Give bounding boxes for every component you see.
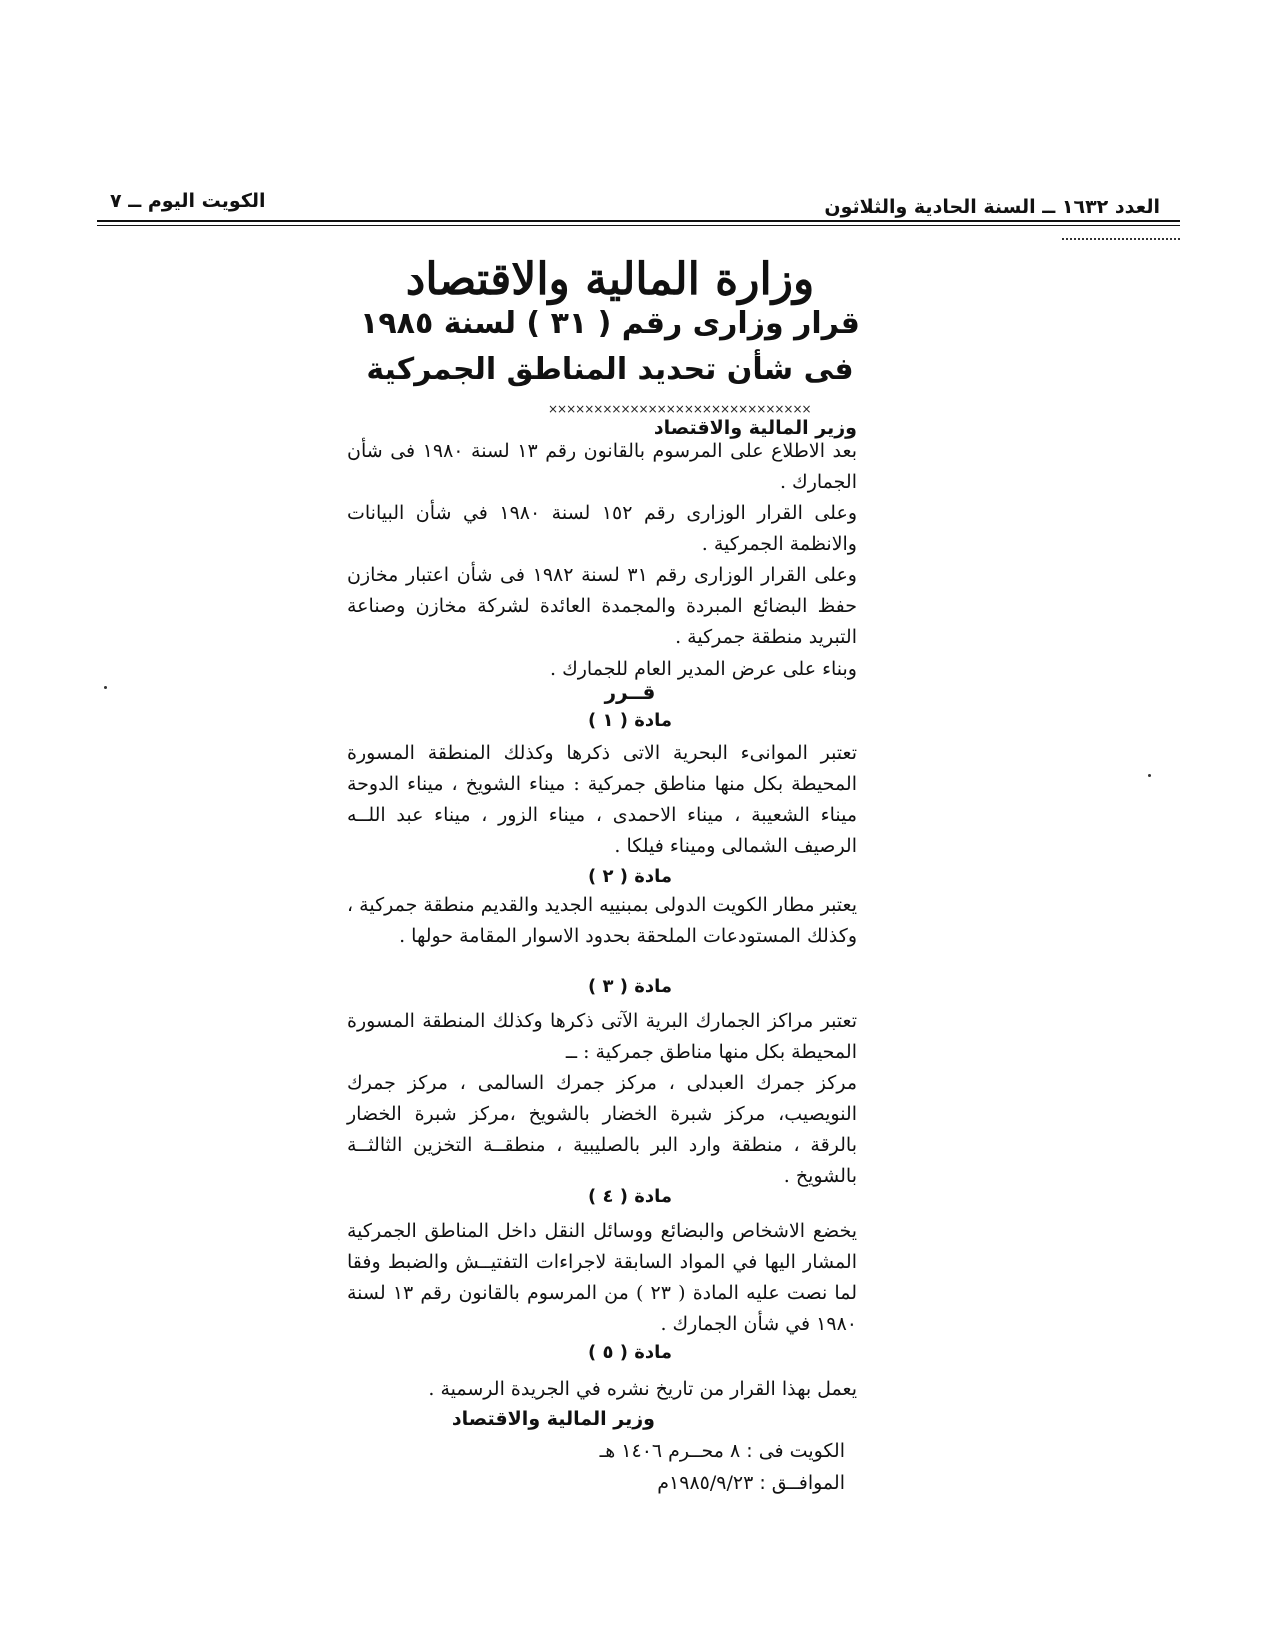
date-gregorian: الموافــق : ١٩٨٥/٩/٢٣م: [657, 1472, 845, 1494]
article-text-1: تعتبر الموانىء البحرية الاتى ذكرها وكذلك المنطقة المسورة المحيطة بكل منها مناطق جمركية : ميناء الشويخ ، ميناء الدوحة ميناء الشعيبة ، ميناء الاحمدى ، ميناء الزور ، ميناء عبد اللــه الرصيف الشمالى وميناء فيلكا .: [347, 742, 857, 857]
header-rule: [97, 220, 1180, 222]
preamble-paragraph-4: وبناء على عرض المدير العام للجمارك .: [550, 658, 857, 680]
preamble-paragraph-3: وعلى القرار الوزارى رقم ٣١ لسنة ١٩٨٢ فى شأن اعتبار مخازن حفظ البضائع المبردة والمجمدة العائدة لشركة مخازن وصناعة التبريد منطقة جمركية .: [347, 564, 857, 648]
ministry-title: وزارة المالية والاقتصاد: [405, 254, 815, 305]
running-header-right: العدد ١٦٣٢ ــ السنة الحادية والثلاثون: [824, 196, 1160, 218]
decree-number: قرار وزارى رقم ( ٣١ ) لسنة ١٩٨٥: [360, 306, 860, 341]
preamble-paragraph-1: بعد الاطلاع على المرسوم بالقانون رقم ١٣ لسنة ١٩٨٠ فى شأن الجمارك .: [347, 440, 857, 493]
article-heading-1: مادة ( ١ ): [587, 710, 673, 731]
article-text-3: تعتبر مراكز الجمارك البرية الآتى ذكرها وكذلك المنطقة المسورة المحيطة بكل منها مناطق جمركية : ــ: [347, 1010, 857, 1063]
article-heading-2: مادة ( ٢ ): [587, 866, 673, 887]
preamble-paragraph-2: وعلى القرار الوزارى رقم ١٥٢ لسنة ١٩٨٠ في شأن البيانات والانظمة الجمركية .: [347, 502, 857, 555]
ornament-divider: ×××××××××××××××××××××××××××××: [548, 402, 811, 416]
decree-subject: فى شأن تحديد المناطق الجمركية: [366, 352, 854, 387]
article-text-2: يعتبر مطار الكويت الدولى بمبنييه الجديد والقديم منطقة جمركية ، وكذلك المستودعات الملحقة بحدود الاسوار المقامة حولها .: [347, 894, 857, 947]
dotted-rule: [1062, 238, 1180, 240]
article-heading-5: مادة ( ٥ ): [587, 1342, 673, 1363]
issuer-heading: وزير المالية والاقتصاد: [653, 417, 857, 439]
date-hijri: الكويت فى : ٨ محــرم ١٤٠٦ هـ: [599, 1440, 845, 1462]
header-rule-thin: [97, 225, 1180, 226]
article-text-3-list: مركز جمرك العبدلى ، مركز جمرك السالمى ، مركز جمرك النويصيب، مركز شبرة الخضار بالشويخ ،مركز شبرة الخضار بالرقة ، منطقة وارد البر بالصليبية ، منطقــة التخزين الثالثــة بالشويخ .: [347, 1072, 857, 1187]
article-text-4: يخضع الاشخاص والبضائع ووسائل النقل داخل المناطق الجمركية المشار اليها في المواد السابقة لاجراءات التفتيــش والضبط وفقا لما نصت عليه المادة ( ٢٣ ) من المرسوم بالقانون رقم ١٣ لسنة ١٩٨٠ في شأن الجمارك .: [347, 1220, 857, 1335]
scan-speck: [104, 686, 107, 689]
article-text-5: يعمل بهذا القرار من تاريخ نشره في الجريدة الرسمية .: [428, 1378, 857, 1400]
article-heading-3: مادة ( ٣ ): [587, 976, 673, 997]
decided-heading: قــرر: [604, 680, 656, 704]
scan-speck: [1148, 774, 1151, 777]
signatory-title: وزير المالية والاقتصاد: [451, 1408, 655, 1430]
article-heading-4: مادة ( ٤ ): [587, 1186, 673, 1207]
running-header-left: الكويت اليوم ــ ٧: [110, 190, 266, 212]
